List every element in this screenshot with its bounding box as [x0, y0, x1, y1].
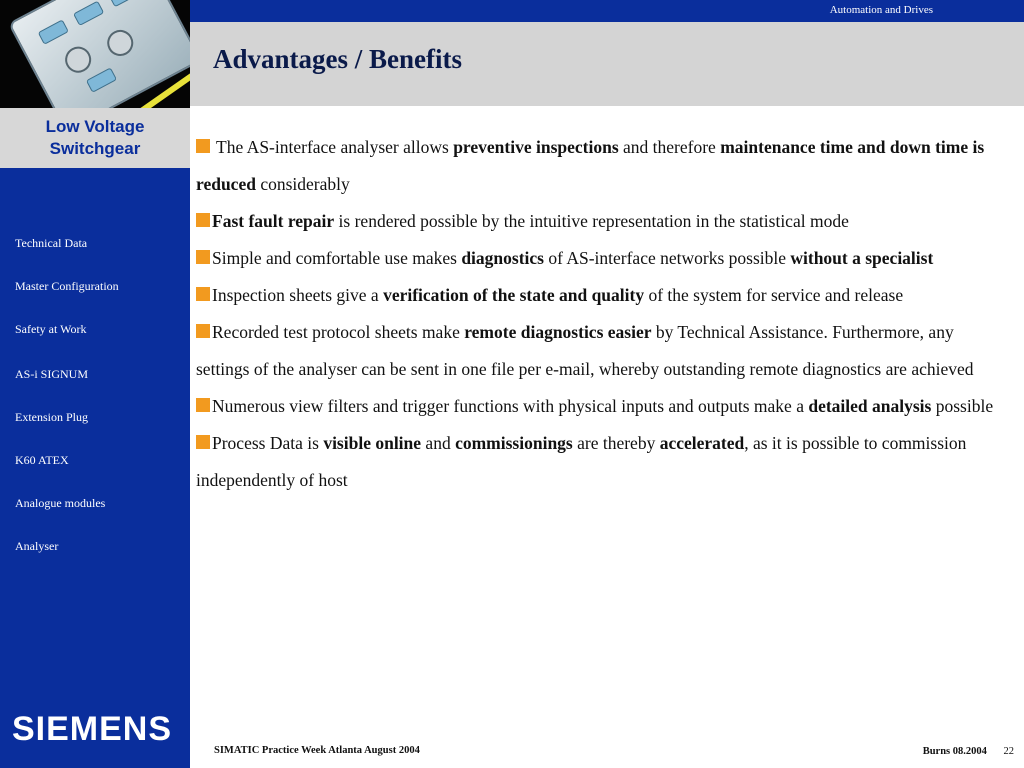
slide-title: Advantages / Benefits — [213, 44, 462, 74]
page-number: 22 — [1003, 746, 1014, 757]
footer-event: SIMATIC Practice Week Atlanta August 2004 — [214, 745, 420, 756]
bullet-icon — [196, 324, 210, 338]
sidebar-item-analogue-modules[interactable]: Analogue modules — [15, 496, 106, 510]
product-photo — [0, 0, 190, 108]
product-title-line2: Switchgear — [49, 139, 141, 158]
footer-meta — [923, 746, 1014, 757]
bullet-paragraph: Inspection sheets give a verification of the state and quality of the system for service and release — [196, 277, 996, 314]
bullet-paragraph: Process Data is visible online and commissionings are thereby accelerated, as it is possible to commission independently of host — [196, 433, 967, 490]
sidebar-item-safety-at-work[interactable]: Safety at Work — [15, 322, 87, 336]
sidebar-item-extension-plug[interactable]: Extension Plug — [15, 410, 89, 424]
product-title — [0, 116, 190, 160]
bullet-paragraph: Simple and comfortable use makes diagnostics of AS-interface networks possible without a specialist — [196, 240, 996, 277]
bullet-icon — [196, 398, 210, 412]
bullet-icon — [196, 250, 210, 264]
bullet-icon — [196, 287, 210, 301]
product-title-box — [0, 108, 190, 168]
bullet-paragraph: Fast fault repair is rendered possible by the intuitive representation in the statistical mode — [196, 203, 996, 240]
bullet-icon — [196, 213, 210, 227]
product-title-line1: Low Voltage — [45, 117, 145, 136]
footer-author-date: Burns 08.2004 — [922, 746, 987, 757]
bullet-icon — [196, 435, 210, 449]
slide-content — [196, 129, 996, 499]
sidebar — [0, 0, 190, 768]
siemens-logo: SIEMENS — [12, 710, 173, 748]
bullet-paragraph: The AS-interface analyser allows preventive inspections and therefore maintenance time and down time is reduced considerably — [196, 137, 985, 194]
sidebar-item-technical-data[interactable]: Technical Data — [15, 236, 88, 250]
sidebar-item-analyser[interactable]: Analyser — [15, 539, 59, 553]
title-band — [190, 22, 1024, 106]
bullet-paragraph: Numerous view filters and trigger functions with physical inputs and outputs make a detailed analysis possible — [196, 388, 996, 425]
bullet-paragraph: Recorded test protocol sheets make remote diagnostics easier by Technical Assistance. Furthermore, any settings of the analyser can be sent in one file per e-mail, whereby outstanding remote diagnostics are achieved — [196, 322, 974, 379]
sidebar-item-master-configuration[interactable]: Master Configuration — [15, 279, 119, 293]
division-label: Automation and Drives — [829, 4, 933, 16]
bullet-icon — [196, 139, 210, 153]
sidebar-item-k60-atex[interactable]: K60 ATEX — [15, 453, 69, 467]
top-bar — [190, 0, 1024, 22]
sidebar-item-as-i-signum[interactable]: AS-i SIGNUM — [15, 367, 89, 381]
